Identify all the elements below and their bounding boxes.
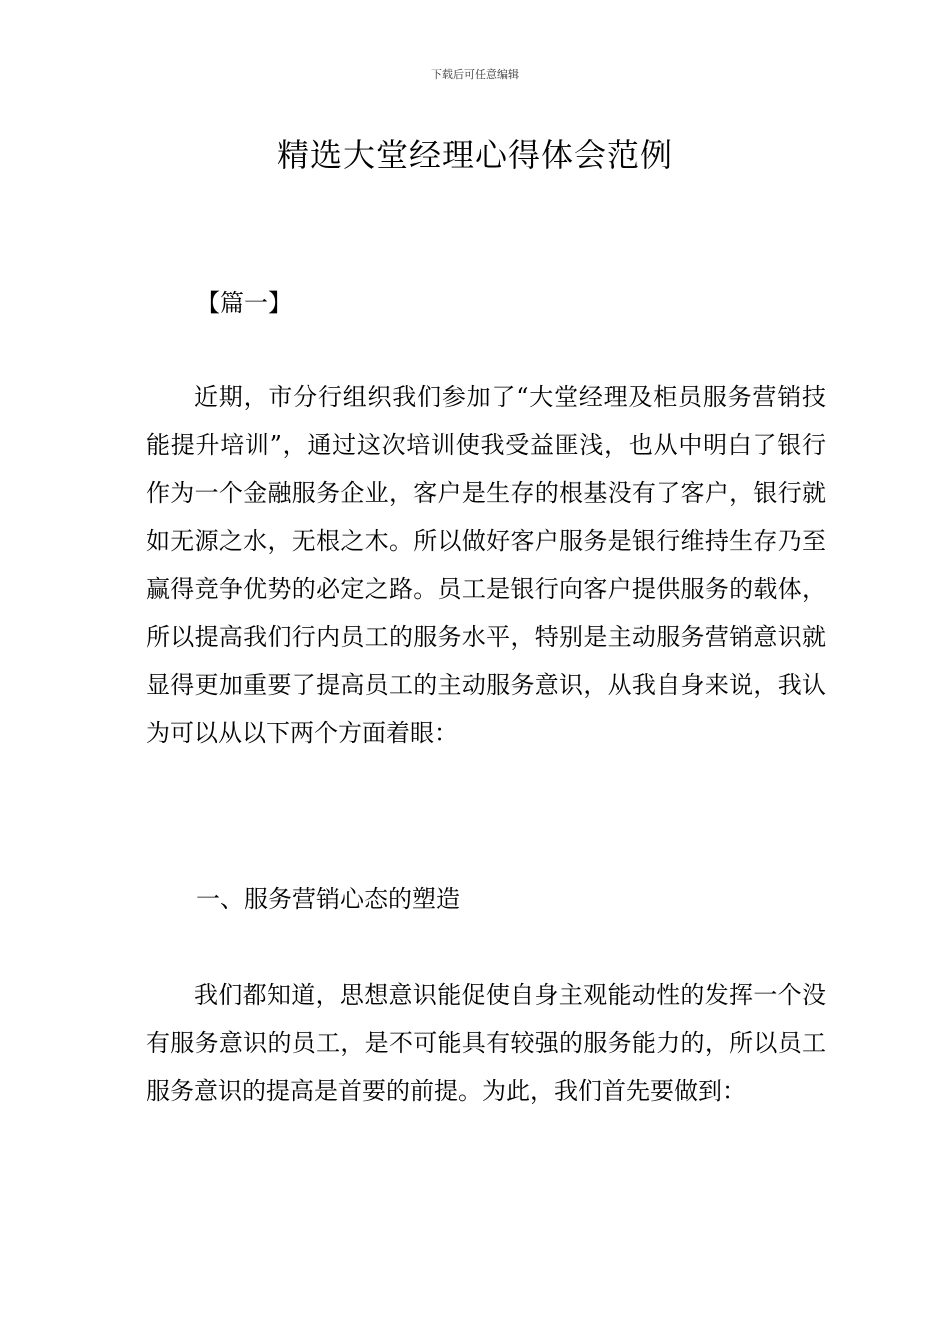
document-title: 精选大堂经理心得体会范例: [276, 136, 673, 174]
paragraph-awareness: 我们都知道，思想意识能促使自身主观能动性的发挥一个没有服务意识的员工，是不可能具有较强的服务能力的，所以员工服务意识的提高是首要的前提。为此，我们首先要做到：: [146, 981, 826, 1105]
paragraph-intro: 近期，市分行组织我们参加了“大堂经理及柜员服务营销技能提升培训”，通过这次培训使我受益匪浅，也从中明白了银行作为一个金融服务企业，客户是生存的根基没有了客户，银行就如无源之水，无根之木。所以做好客户服务是银行维持生存乃至赢得竞争优势的必定之路。员工是银行向客户提供服务的载体，所以提高我们行内员工的服务水平，特别是主动服务营销意识就显得更加重要了提高员工的主动服务意识，从我自身来说，我认为可以从以下两个方面着眼：: [146, 383, 826, 747]
subheading-service-mindset: 一、服务营销心态的塑造: [196, 885, 460, 913]
section-label: 【篇一】: [196, 289, 292, 317]
header-note: 下载后可任意编辑: [431, 68, 519, 81]
